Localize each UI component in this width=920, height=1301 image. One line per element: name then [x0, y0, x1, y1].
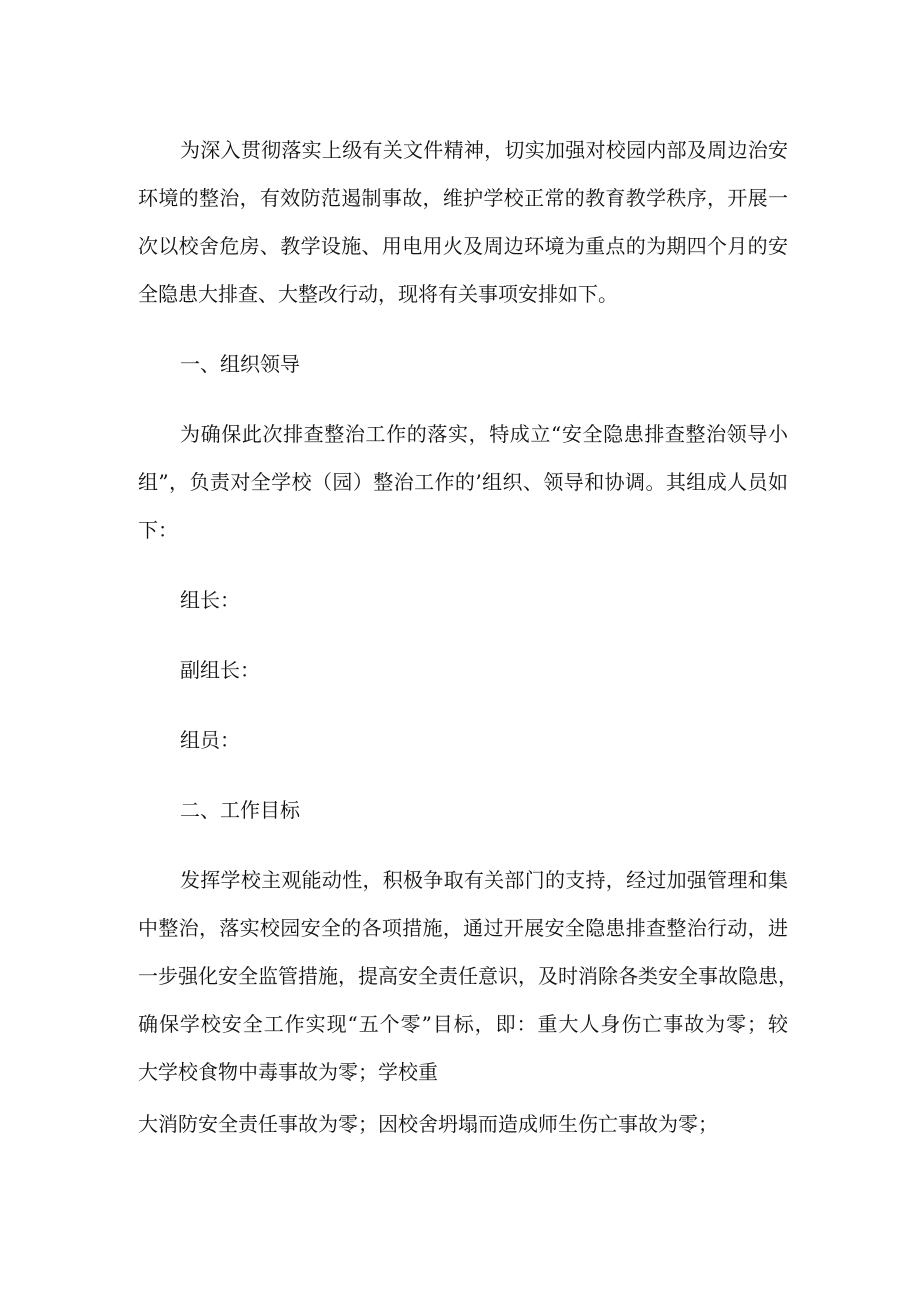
section-heading-organization: 一、组织领导: [180, 352, 300, 376]
paragraph-1-line-2: 环境的整治，有效防范遏制事故，维护学校正常的教育教学秩序，开展一: [138, 186, 788, 210]
paragraph-1-line-3: 次以校舍危房、教学设施、用电用火及周边环境为重点的为期四个月的安: [138, 234, 788, 258]
leader-label: 组长：: [180, 588, 240, 612]
paragraph-2-line-2: 组”，负责对全学校（园）整治工作的’组织、领导和协调。其组成人员如: [138, 470, 788, 494]
paragraph-4-line-1: 大消防安全责任事故为零；因校舍坍塌而造成师生伤亡事故为零；: [138, 1112, 718, 1136]
member-label: 组员：: [180, 728, 240, 752]
paragraph-3-line-4: 确保学校安全工作实现“五个零”目标，即：重大人身伤亡事故为零；较: [138, 1012, 788, 1036]
paragraph-3-line-3: 一步强化安全监管措施，提高安全责任意识，及时消除各类安全事故隐患，: [138, 964, 798, 988]
paragraph-3-line-2: 中整治，落实校园安全的各项措施，通过开展安全隐患排查整治行动，进: [138, 916, 788, 940]
section-heading-goals: 二、工作目标: [180, 798, 300, 822]
deputy-leader-label: 副组长：: [180, 658, 260, 682]
paragraph-1-line-4: 全隐患大排查、大整改行动，现将有关事项安排如下。: [138, 282, 618, 306]
paragraph-2-line-3: 下：: [138, 518, 178, 542]
paragraph-3-line-1: 发挥学校主观能动性，积极争取有关部门的支持，经过加强管理和集: [180, 868, 788, 892]
paragraph-2-line-1: 为确保此次排查整治工作的落实，特成立“安全隐患排查整治领导小: [180, 422, 788, 446]
paragraph-1-line-1: 为深入贯彻落实上级有关文件精神，切实加强对校园内部及周边治安: [180, 138, 788, 162]
paragraph-3-line-5: 大学校食物中毒事故为零；学校重: [138, 1060, 438, 1084]
